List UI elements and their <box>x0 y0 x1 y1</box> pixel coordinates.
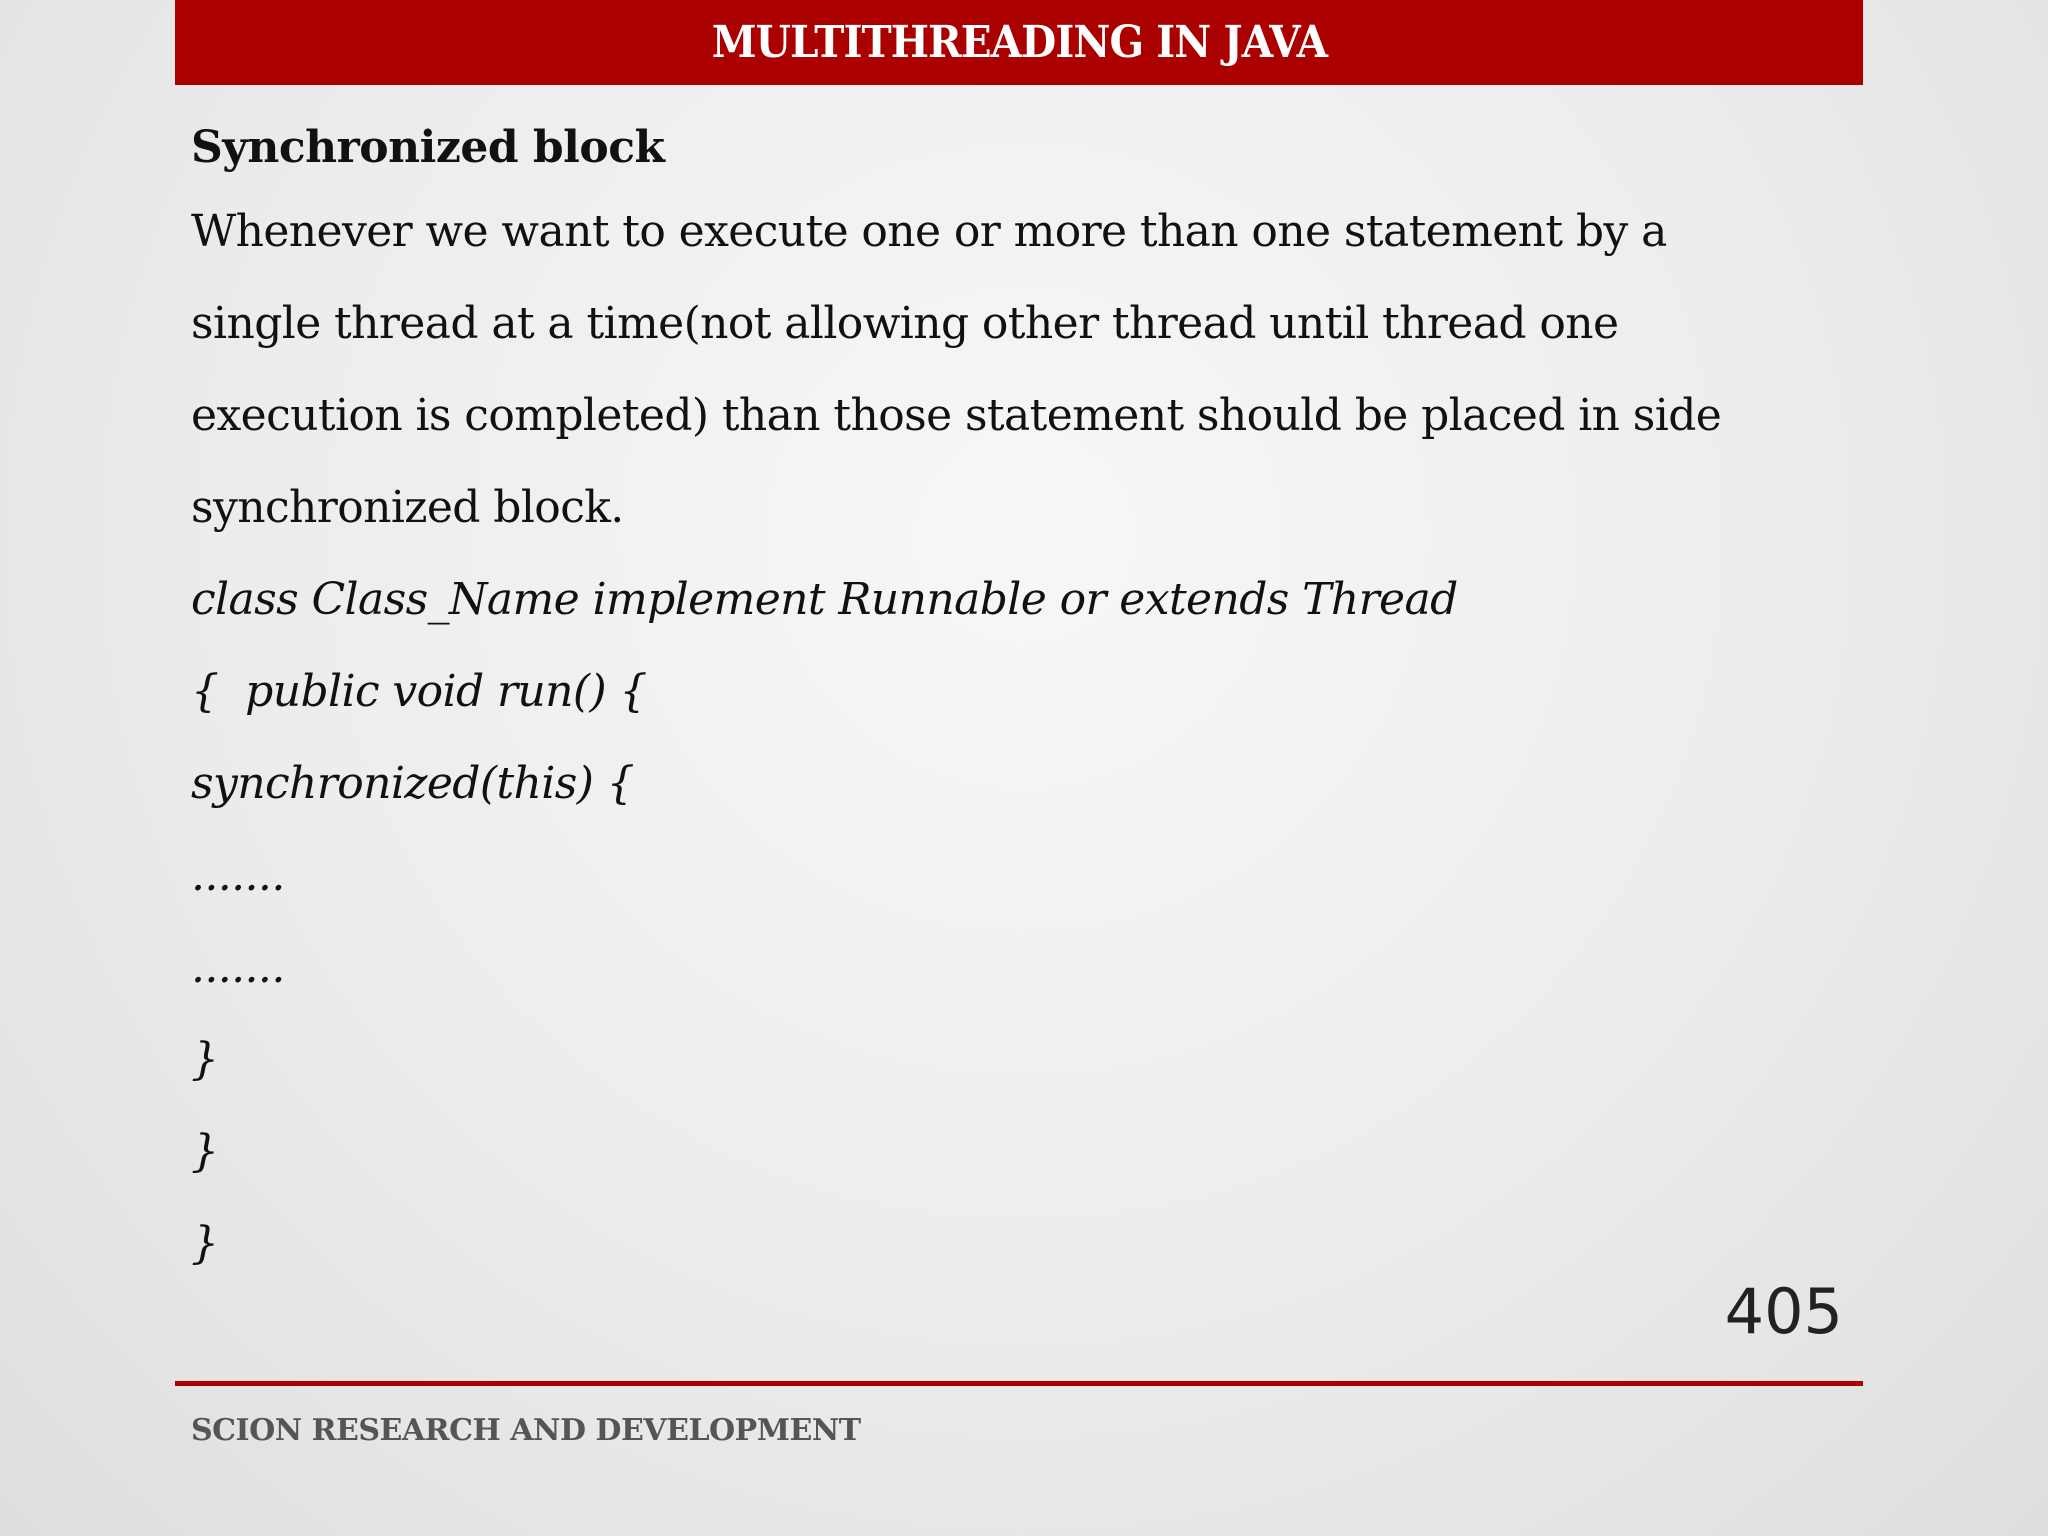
slide-title: MULTITHREADING IN JAVA <box>711 17 1327 68</box>
footer-divider <box>175 1381 1863 1386</box>
title-bar <box>175 0 1863 85</box>
code-line: { public void run() { <box>191 666 647 717</box>
code-line: ....... <box>191 942 285 993</box>
code-line: synchronized(this) { <box>191 758 635 809</box>
code-line: } <box>191 1218 219 1269</box>
code-line: ....... <box>191 850 285 901</box>
code-line: class Class_Name implement Runnable or extends Thread <box>191 574 1458 625</box>
footer-organization: SCION RESEARCH AND DEVELOPMENT <box>191 1413 861 1448</box>
code-line: } <box>191 1126 219 1177</box>
description-paragraph: Whenever we want to execute one or more than one statement by a single thread at a time(not allowing other thread until thread one execution is completed) than those statement should be placed in side synchronized block. <box>191 206 1722 533</box>
slide-content <box>191 110 1851 1290</box>
code-line: } <box>191 1034 219 1085</box>
section-heading: Synchronized block <box>191 122 665 173</box>
page-number: 405 <box>1724 1275 1843 1348</box>
